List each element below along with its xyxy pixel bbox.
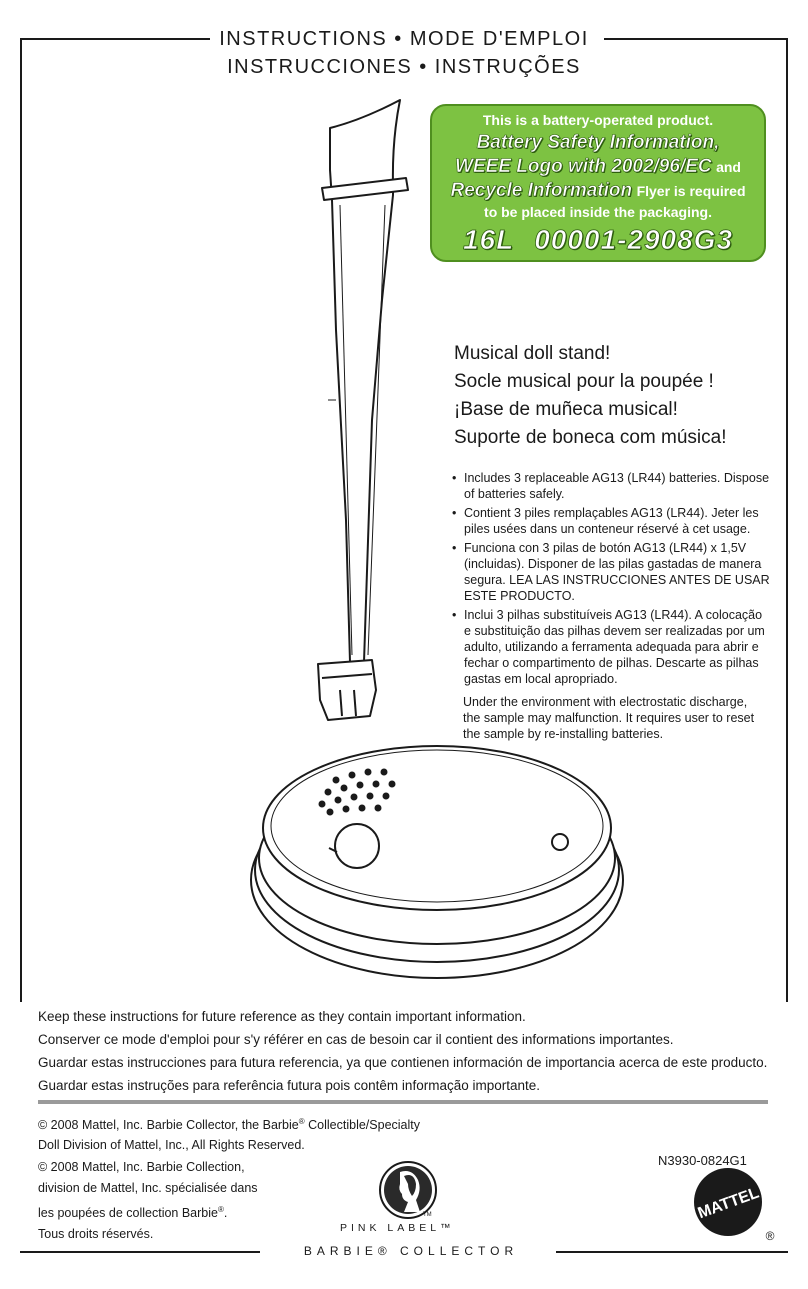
product-headline [454,340,727,452]
frame-line [556,1251,788,1253]
instruction-line: Guardar estas instrucciones para futura referencia, ya que contienen información de importancia acerca de este producto. [38,1055,768,1070]
headline-line: Socle musical pour la poupée ! [454,371,714,392]
product-code [432,224,764,256]
badge-line: Recycle Information [450,180,633,201]
pink-label-text: PINK LABEL™ [340,1222,455,1234]
badge-line: Battery Safety Information, [476,132,720,153]
keep-instructions [38,1005,778,1097]
copyright-text: © 2008 Mattel, Inc. Barbie Collector, the Barbie [38,1118,299,1133]
registered-mark: ® [217,1205,224,1214]
copyright-french: © 2008 Mattel, Inc. Barbie Collection, division de Mattel, Inc. spécialisée dans les poupées de collection Barbie®. Tous droits réservés. [38,1157,278,1245]
barbie-collector-text: BARBIE® COLLECTOR [266,1244,556,1258]
code-part: 00001-2908G3 [534,224,734,255]
esd-note: Under the environment with electrostatic discharge, the sample may malfunction. It requires user to reset the sample by re-installing batteries. [463,695,755,741]
copyright-text: les poupées de collection Barbie [38,1206,218,1221]
registered-mark: ® [765,1229,775,1243]
mattel-wordmark: MATTEL [695,1184,762,1223]
registered-mark: ® [298,1117,305,1126]
barbie-silhouette-logo [378,1160,440,1222]
list-item: • Includes 3 replaceable AG13 (LR44) batteries. Dispose of batteries safely. [452,470,772,502]
part-number: N3930-0824G1 [658,1153,747,1168]
badge-line: This is a battery-operated product. [482,112,714,128]
page-subtitle: INSTRUCCIONES • INSTRUÇÕES [227,56,581,78]
instruction-line: Guardar estas instruções para referência futura pois contêm informação importante. [38,1078,540,1093]
copyright-english [38,1112,458,1155]
stand-clip [318,660,376,720]
copyright-text: Collectible/Specialty [308,1118,420,1133]
list-item: • Funciona con 3 pilas de botón AG13 (LR44) x 1,5V (incluidas). Disponer de las pilas gastadas de manera segura. LEA LAS INSTRUCCIONES ANTES DE USAR ESTE PRODUCTO. [452,540,772,604]
headline-line: ¡Base de muñeca musical! [454,399,678,420]
frame-line [20,1251,260,1253]
badge-line: and [716,159,741,175]
headline-line: Suporte de boneca com música! [454,427,727,448]
badge-line: Flyer is required [636,183,746,199]
copyright-text: Tous droits réservés. [38,1227,154,1242]
page-title: INSTRUCTIONS • MODE D'EMPLOI [219,28,589,50]
divider [38,1100,768,1104]
code-part: 16L [462,224,515,255]
copyright-text: division de Mattel, Inc. spécialisée dans [38,1181,258,1195]
list-item: • Inclui 3 pilhas substituíveis AG13 (LR44). A colocação e substituição das pilhas devem ser realizadas por um adulto, utilizando a ferramenta adequada para abrir e fechar o compartimento de pilhas. Descarte as pilhas gastas em local apropriado. [452,607,772,687]
mattel-logo [690,1166,780,1246]
instruction-line: Keep these instructions for future reference as they contain important information. [38,1009,526,1024]
copyright-text: © 2008 Mattel, Inc. Barbie Collection, [38,1160,245,1174]
list-item: • Contient 3 piles remplaçables AG13 (LR44). Jeter les piles usées dans un conteneur réservé à cet usage. [452,505,772,537]
badge-line: WEEE Logo with 2002/96/EC [455,156,712,177]
tm-mark: TM [423,1212,432,1218]
instruction-line: Conserver ce mode d'emploi pour s'y référer en cas de besoin car il contient des informations importantes. [38,1032,674,1047]
badge-line: to be placed inside the packaging. [484,204,712,220]
battery-info-badge [430,104,766,262]
button-hole [552,834,568,850]
battery-bullets [452,470,772,690]
copyright-text: Doll Division of Mattel, Inc., All Rights Reserved. [38,1138,305,1153]
peg-hole [335,824,379,868]
headline-line: Musical doll stand! [454,343,611,364]
